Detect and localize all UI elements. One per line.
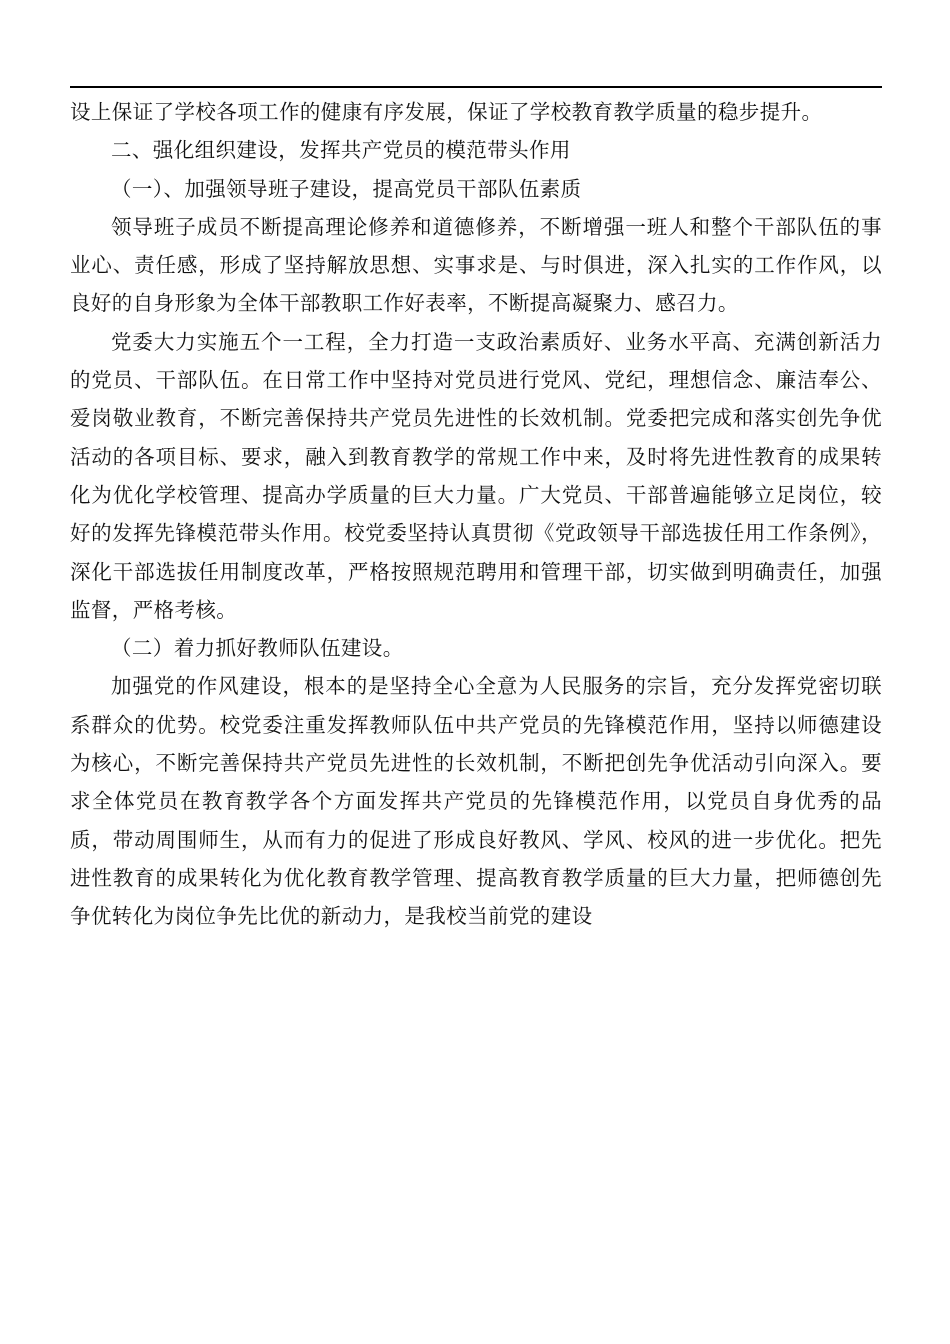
subsection-heading-2: （二）着力抓好教师队伍建设。 — [111, 636, 404, 661]
header-rule — [70, 86, 882, 88]
section-heading-2: 二、强化组织建设，发挥共产党员的模范带头作用 — [111, 138, 571, 163]
paragraph-style-building: 加强党的作风建设，根本的是坚持全心全意为人民服务的宗旨，充分发挥党密切联系群众的优势。校党委注重发挥教师队伍中共产党员的先锋模范作用，坚持以师德建设为核心，不断完善保持共产党员先进性的长效机制，不断把创先争优活动引向深入。要求全体党员在教育教学各个方面发挥共产党员的先锋模范作用，以党员自身优秀的品质，带动周围师生，从而有力的促进了形成良好教风、学风、校风的进一步优化。把先进性教育的成果转化为优化教育教学管理、提高教育教学质量的巨大力量，把师德创先争优转化为岗位争先比优的新动力，是我校当前党的建设 — [70, 674, 882, 929]
paragraph-continuation: 设上保证了学校各项工作的健康有序发展，保证了学校教育教学质量的稳步提升。 — [70, 100, 823, 124]
paragraph-leadership: 领导班子成员不断提高理论修养和道德修养，不断增强一班人和整个干部队伍的事业心、责任感，形成了坚持解放思想、实事求是、与时俱进，深入扎实的工作作风，以良好的自身形象为全体干部教职工作好表率，不断提高凝聚力、感召力。 — [70, 214, 882, 316]
paragraph-party-committee: 党委大力实施五个一工程，全力打造一支政治素质好、业务水平高、充满创新活力的党员、干部队伍。在日常工作中坚持对党员进行党风、党纪，理想信念、廉洁奉公、爱岗敬业教育，不断完善保持共产党员先进性的长效机制。党委把完成和落实创先争优活动的各项目标、要求，融入到教育教学的常规工作中来，及时将先进性教育的成果转化为优化学校管理、提高办学质量的巨大力量。广大党员、干部普遍能够立足岗位，较好的发挥先锋模范带头作用。校党委坚持认真贯彻《党政领导干部选拔任用工作条例》，深化干部选拔任用制度改革，严格按照规范聘用和管理干部，切实做到明确责任，加强监督，严格考核。 — [70, 329, 882, 622]
document-body — [70, 93, 882, 936]
subsection-heading-1: （一）、加强领导班子建设，提高党员干部队伍素质 — [111, 176, 582, 201]
